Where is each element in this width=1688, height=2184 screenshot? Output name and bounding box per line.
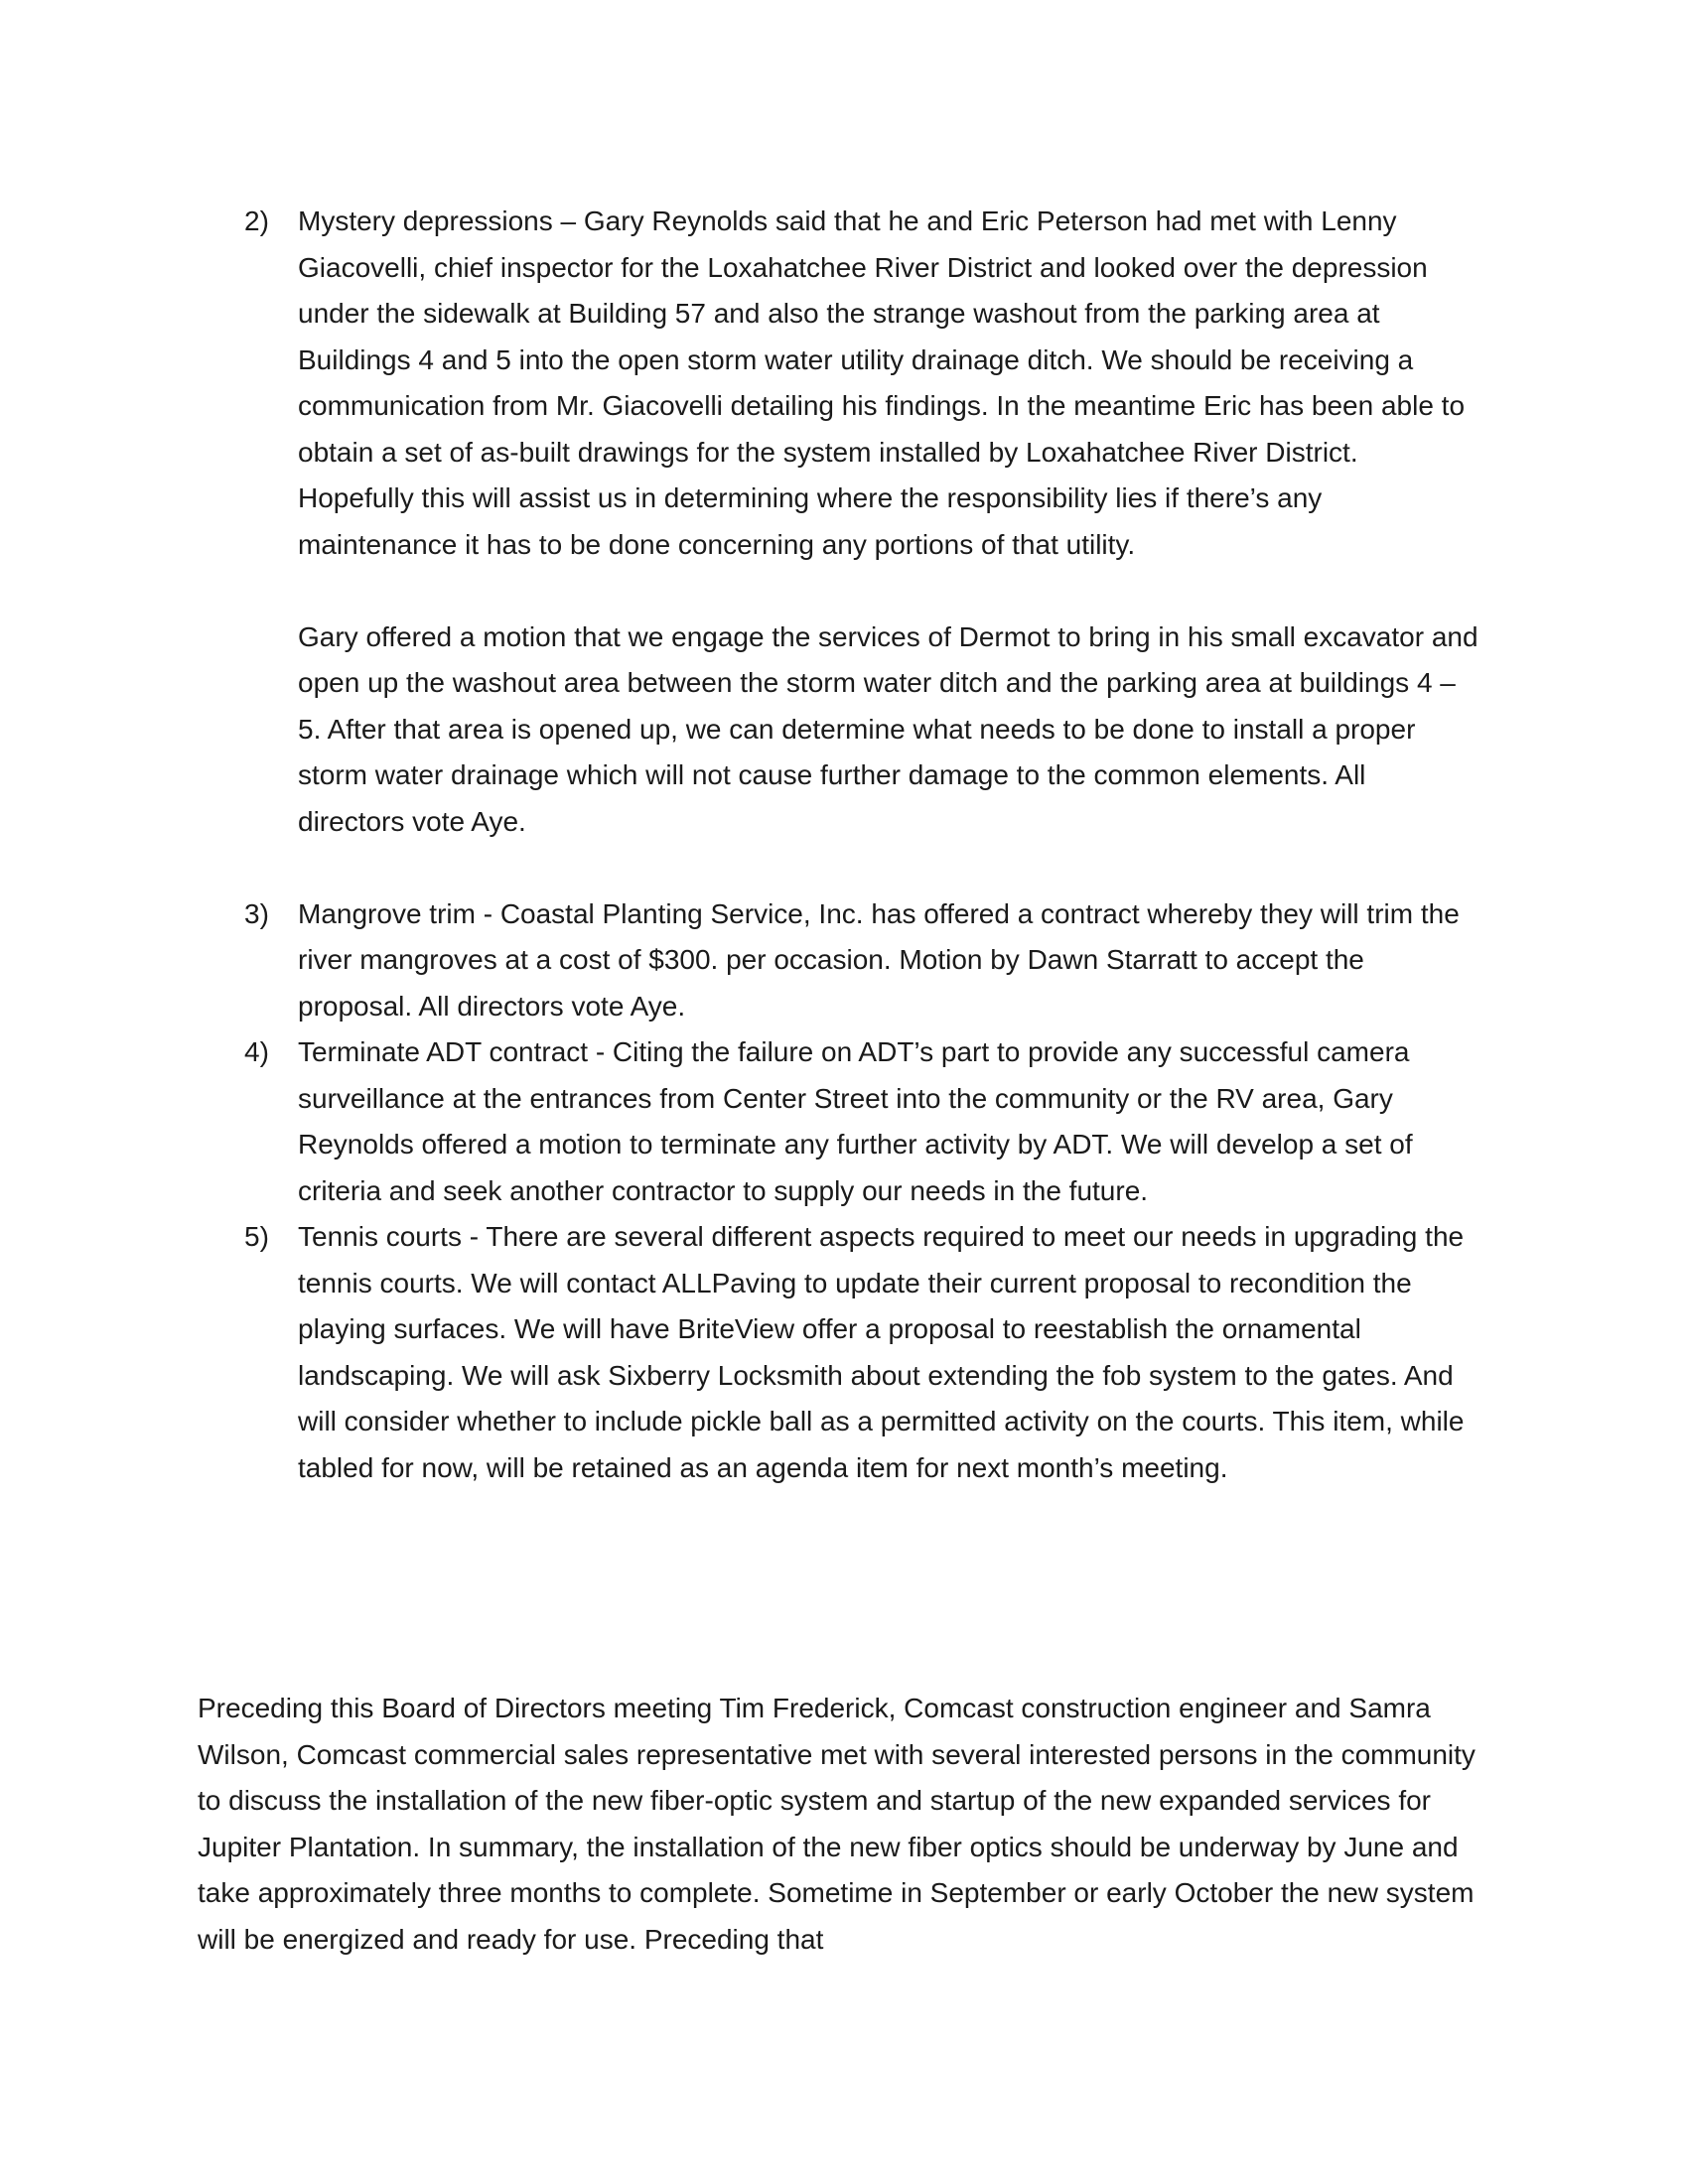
item-number: 5) — [244, 1221, 269, 1252]
item-number: 3) — [244, 897, 269, 929]
list-item-4 — [244, 1029, 1485, 1214]
item-paragraph: Gary offered a motion that we engage the services of Dermot to bring in his small excavator and open up the washout area between the storm water ditch and the parking area at buildings 4 – 5. After that area is opened up, we can determine what needs to be done to install a proper storm water drainage which will not cause further damage to the common elements. All directors vote Aye. — [298, 620, 1478, 837]
item-number: 4) — [244, 1036, 269, 1067]
item-paragraph: Terminate ADT contract - Citing the failure on ADT’s part to provide any successful camera surveillance at the entrances from Center Street into the community or the RV area, Gary Reynolds offered a motion to terminate any further activity by ADT. We will develop a set of criteria and seek another contractor to supply our needs in the future. — [298, 1036, 1413, 1206]
item-paragraph: Tennis courts - There are several different aspects required to meet our needs in upgrading the tennis courts. We will contact ALLPaving to update their current proposal to recondition the playing surfaces. We will have BriteView offer a proposal to reestablish the ornamental landscaping. We will ask Sixberry Locksmith about extending the fob system to the gates. And will consider whether to include pickle ball as a permitted activity on the courts. This item, while tabled for now, will be retained as an agenda item for next month’s meeting. — [298, 1221, 1465, 1483]
agenda-list — [244, 199, 1485, 1491]
list-item-2 — [244, 199, 1485, 891]
list-item-5 — [244, 1214, 1485, 1491]
item-paragraph: Mystery depressions – Gary Reynolds said that he and Eric Peterson had met with Lenny Giacovelli, chief inspector for the Loxahatchee River District and looked over the depression under the sidewalk at Building 57 and also the strange washout from the parking area at Buildings 4 and 5 into the open storm water utility drainage ditch. We should be receiving a communication from Mr. Giacovelli detailing his findings. In the meantime Eric has been able to obtain a set of as-built drawings for the system installed by Loxahatchee River District. Hopefully this will assist us in determining where the responsibility lies if there’s any maintenance it has to be done concerning any portions of that utility. — [298, 205, 1466, 560]
paragraph-gap — [298, 568, 1485, 614]
paragraph-gap — [298, 845, 1485, 891]
closing-paragraph: Preceding this Board of Directors meeting Tim Frederick, Comcast construction engineer and Samra Wilson, Comcast commercial sales representative met with several interested persons in the community to discuss the installation of the new fiber-optic system and startup of the new expanded services for Jupiter Plantation. In summary, the installation of the new fiber optics should be underway by June and take approximately three months to complete. Sometime in September or early October the new system will be energized and ready for use. Preceding that — [198, 1693, 1476, 1955]
item-number: 2) — [244, 205, 269, 236]
list-item-3 — [244, 891, 1485, 1030]
item-paragraph: Mangrove trim - Coastal Planting Service, Inc. has offered a contract whereby they will trim the river mangroves at a cost of $300. per occasion. Motion by Dawn Starratt to accept the proposal. All directors vote Aye. — [298, 897, 1460, 1022]
